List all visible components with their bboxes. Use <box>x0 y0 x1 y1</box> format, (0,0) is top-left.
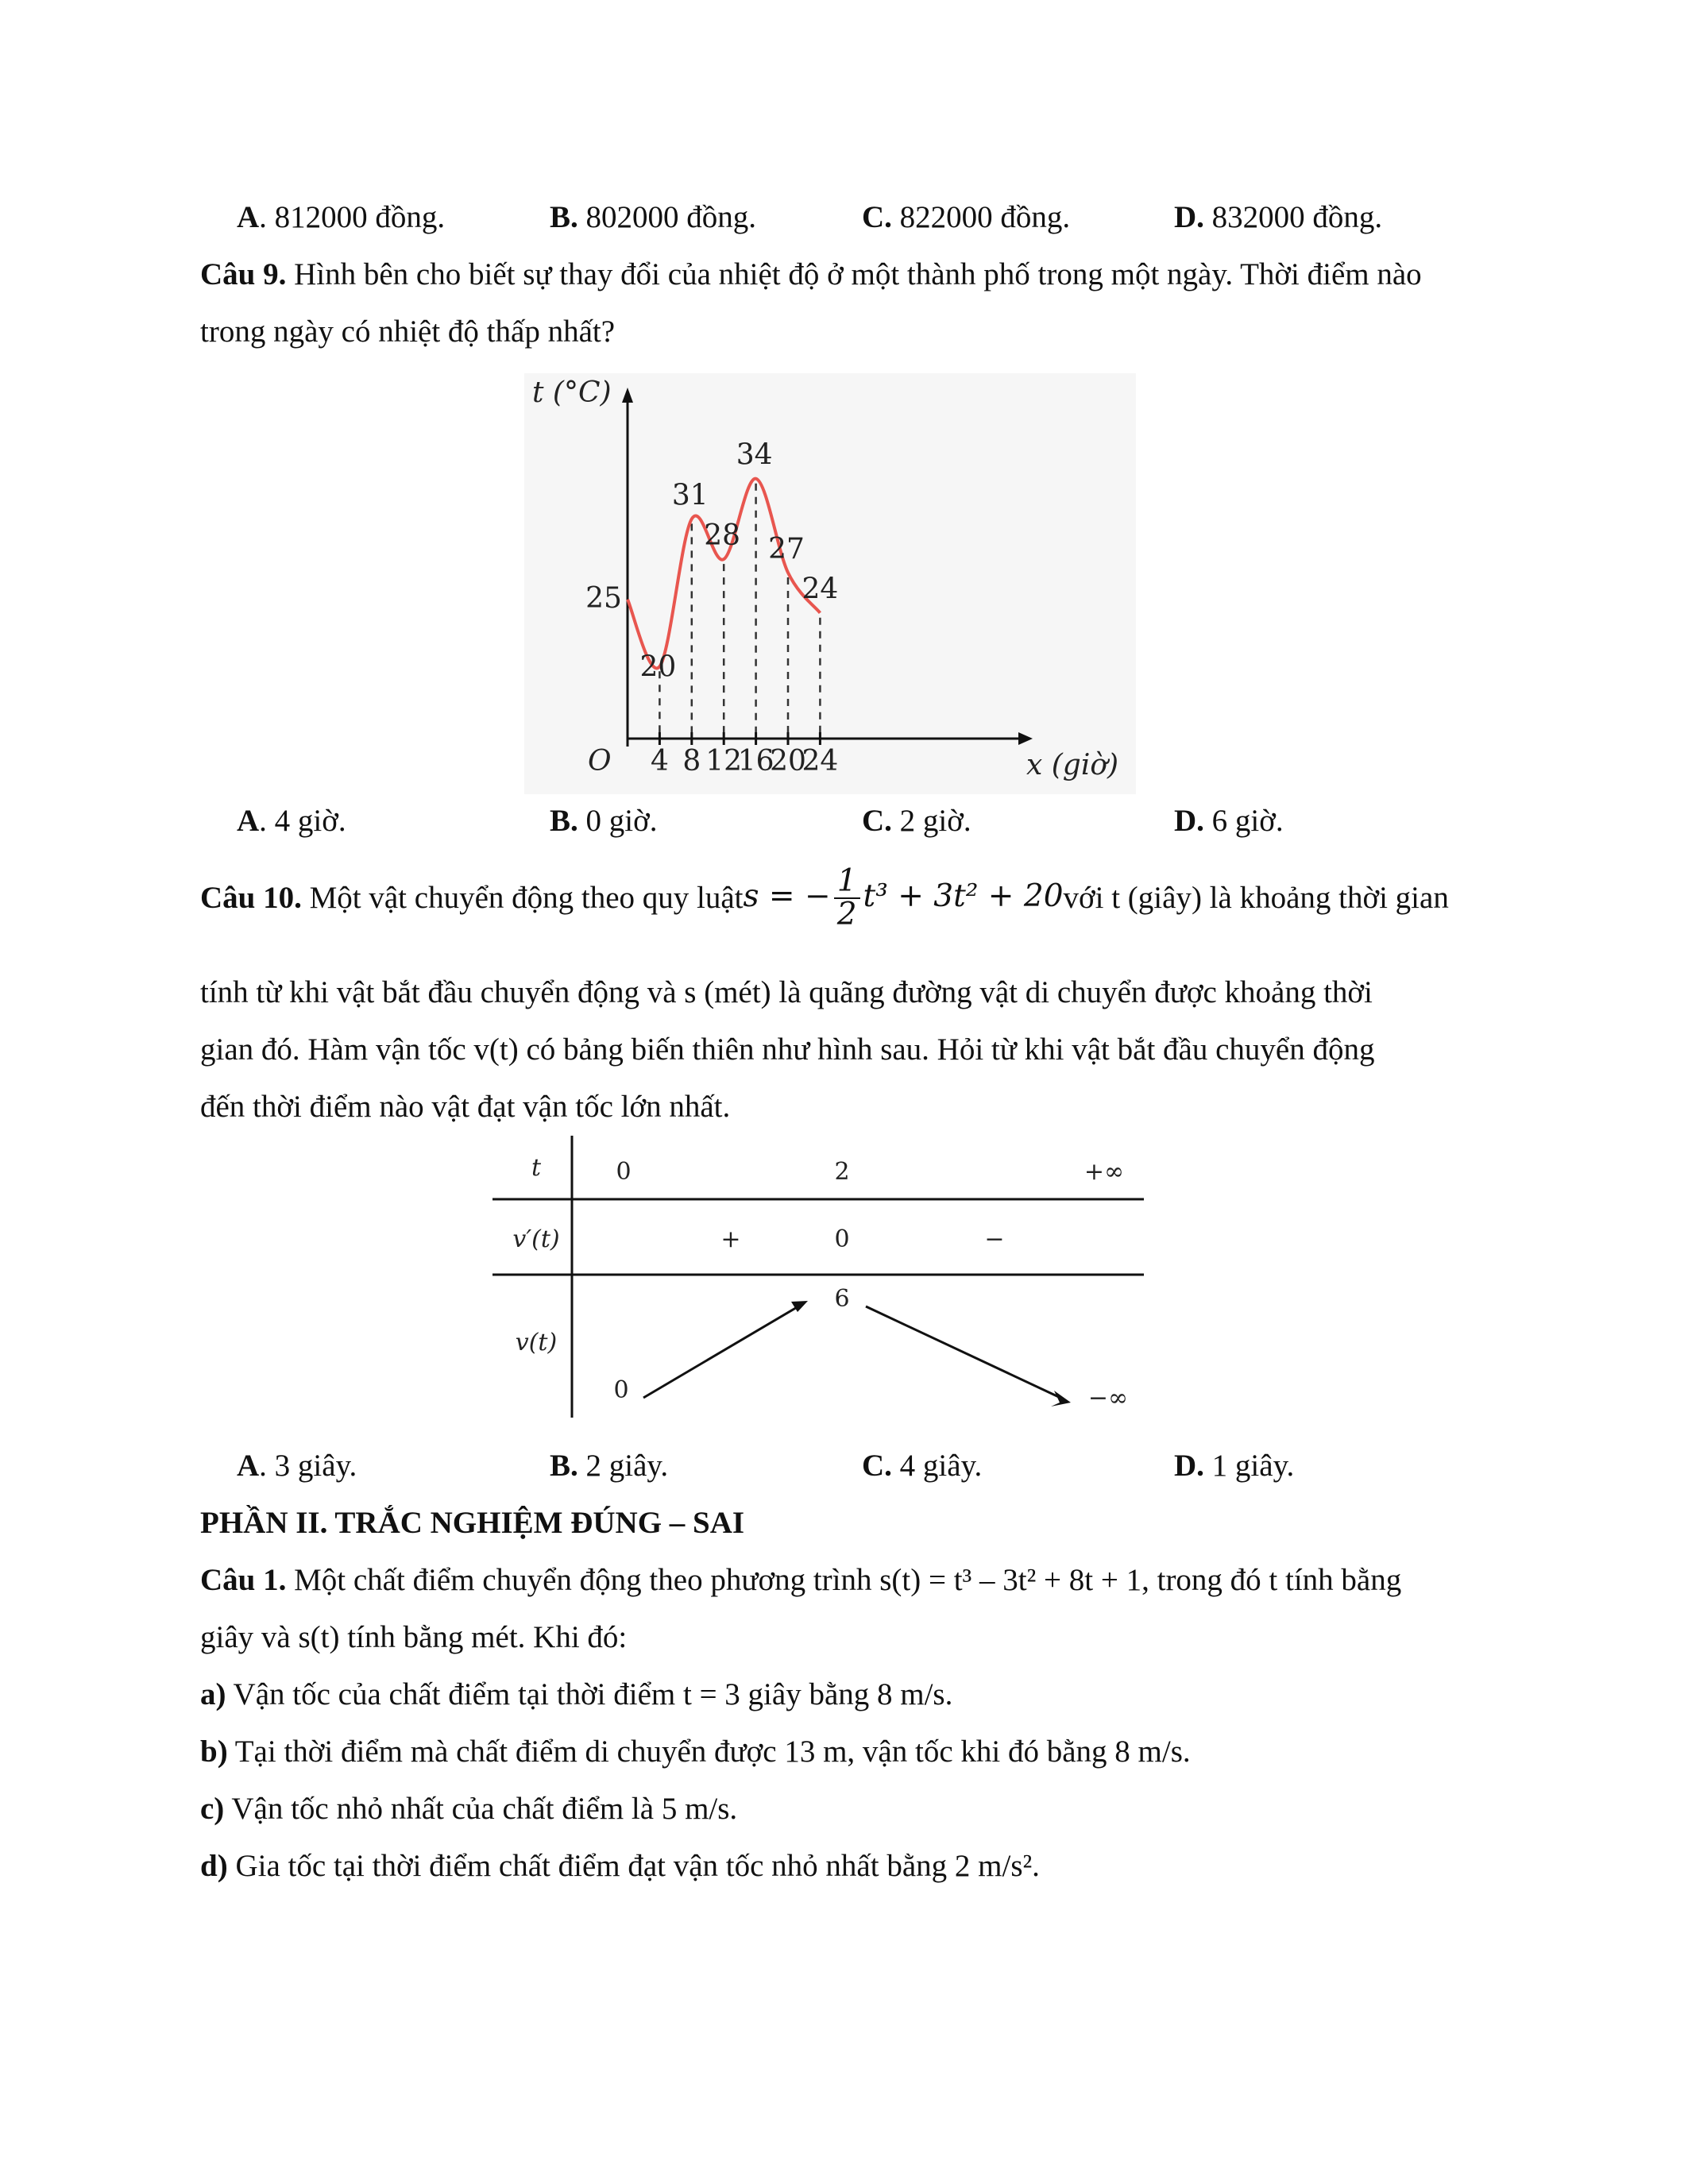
table-vprime-label: v′(t) <box>512 1225 560 1253</box>
q10-option-a: A. 3 giây. <box>237 1449 357 1483</box>
part2-statement-a: a) Vận tốc của chất điểm tại thời điểm t = 3 giây bằng 8 m/s. <box>200 1677 953 1711</box>
q9-text-line1: Câu 9. Hình bên cho biết sự thay đổi của nhiệt độ ở một thành phố trong một ngày. Thời điểm nào <box>200 257 1422 291</box>
table-v-6: 6 <box>834 1285 850 1313</box>
table-sign-minus: − <box>984 1225 1005 1253</box>
q8-option-b: B. 802000 đồng. <box>550 200 757 234</box>
x-tick-label-16: 16 <box>737 745 774 778</box>
decrease-arrow <box>866 1306 1060 1398</box>
table-v-neg-inf: −∞ <box>1087 1384 1129 1412</box>
table-v-0: 0 <box>613 1376 629 1404</box>
x-tick-label-12: 12 <box>705 745 743 778</box>
q10-text-line1: Câu 10. Một vật chuyển động theo quy luậts = − $\frac{1}{2}$ t³ + 3t² + 20với t (giây) là khoảng thời gian <box>200 863 1449 932</box>
q9-option-a: A. 4 giờ. <box>237 804 346 838</box>
q9-text-line2: trong ngày có nhiệt độ thấp nhất? <box>200 314 616 349</box>
value-label-20: 20 <box>639 650 677 684</box>
part2-statement-c: c) Vận tốc nhỏ nhất của chất điểm là 5 m/s. <box>200 1792 738 1826</box>
x-tick-label-8: 8 <box>682 745 701 778</box>
part2-heading: PHẦN II. TRẮC NGHIỆM ĐÚNG – SAI <box>200 1506 745 1540</box>
part2-q1-line2: giây và s(t) tính bằng mét. Khi đó: <box>200 1620 628 1654</box>
part2-q1-line1: Câu 1. Một chất điểm chuyển động theo phương trình s(t) = t³ – 3t² + 8t + 1, trong đó t tính bằng <box>200 1563 1402 1597</box>
table-sign-zero: 0 <box>834 1225 850 1253</box>
q10-option-d: D. 1 giây. <box>1174 1449 1295 1483</box>
table-t-inf: +∞ <box>1083 1158 1125 1186</box>
value-label-28: 28 <box>704 519 741 553</box>
table-v-label: v(t) <box>515 1329 558 1356</box>
q8-option-d: D. 832000 đồng. <box>1174 200 1383 234</box>
origin-label: O <box>588 745 612 778</box>
value-label-34: 34 <box>736 438 773 472</box>
increase-arrow <box>643 1306 798 1398</box>
q10-option-b: B. 2 giây. <box>550 1449 669 1483</box>
decrease-arrowhead <box>1051 1391 1071 1406</box>
part2-statement-d: d) Gia tốc tại thời điểm chất điểm đạt vận tốc nhỏ nhất bằng 2 m/s². <box>200 1849 1040 1883</box>
q8-option-a: A. 812000 đồng. <box>237 200 446 234</box>
q10-text-line4: đến thời điểm nào vật đạt vận tốc lớn nhất. <box>200 1090 731 1124</box>
temperature-chart <box>524 373 1136 794</box>
value-label-27: 27 <box>768 533 805 565</box>
q8-option-c: C. 822000 đồng. <box>862 200 1071 234</box>
q10-text-line3: gian đó. Hàm vận tốc v(t) có bảng biến thiên như hình sau. Hỏi từ khi vật bắt đầu chuyển động <box>200 1032 1375 1067</box>
q9-option-b: B. 0 giờ. <box>550 804 658 838</box>
table-sign-plus: + <box>720 1225 741 1253</box>
table-t-0: 0 <box>616 1158 632 1186</box>
value-label-31: 31 <box>671 479 709 512</box>
table-t-2: 2 <box>834 1158 850 1186</box>
x-axis-label: x (giờ) <box>1026 749 1119 781</box>
value-label-25: 25 <box>585 581 622 615</box>
q10-option-c: C. 4 giây. <box>862 1449 983 1483</box>
q10-fraction: $\frac{1}{2}$ <box>834 866 860 931</box>
q9-option-d: D. 6 giờ. <box>1174 804 1284 838</box>
part2-statement-b: b) Tại thời điểm mà chất điểm di chuyển được 13 m, vận tốc khi đó bằng 8 m/s. <box>200 1734 1191 1769</box>
q10-text-line2: tính từ khi vật bắt đầu chuyển động và s (mét) là quãng đường vật di chuyển được khoảng thời <box>200 975 1373 1009</box>
x-tick-label-24: 24 <box>802 745 839 778</box>
q10-formula: s = − $\frac{1}{2}$ t³ + 3t² + 20 <box>743 863 1064 932</box>
x-tick-label-4: 4 <box>650 745 669 778</box>
value-label-24: 24 <box>802 573 839 606</box>
x-tick-label-20: 20 <box>770 745 806 778</box>
variation-table <box>492 1136 1152 1430</box>
y-axis-label: t (°C) <box>532 376 612 409</box>
table-t-label: t <box>531 1154 542 1182</box>
q9-option-c: C. 2 giờ. <box>862 804 971 838</box>
